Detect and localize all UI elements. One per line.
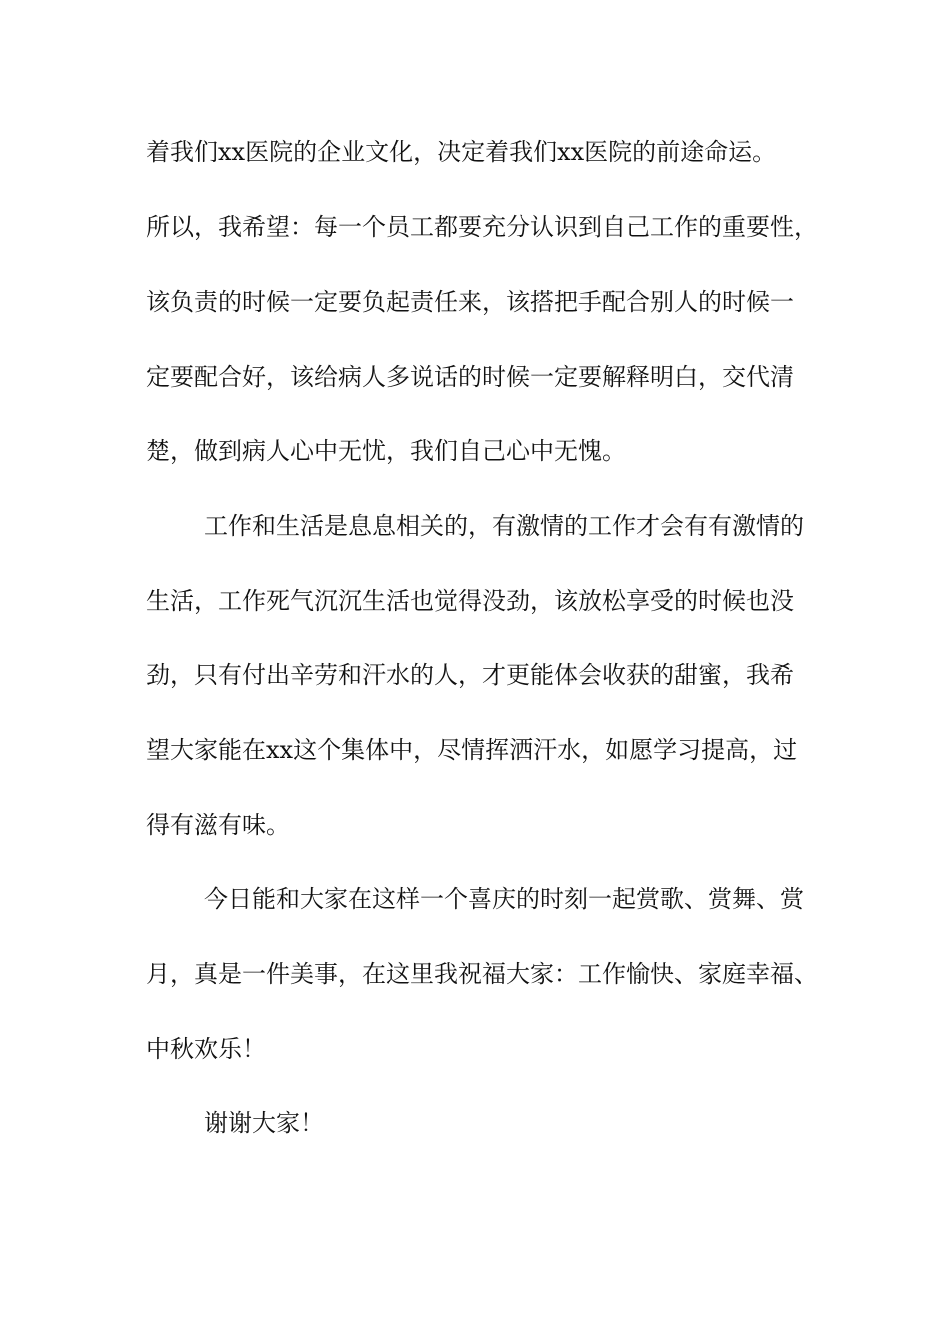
text-line: 中秋欢乐！ (146, 1035, 266, 1063)
text-line: 望大家能在xx这个集体中，尽情挥洒汗水，如愿学习提高，过 (146, 736, 798, 764)
paragraph-first-line: 工作和生活是息息相关的，有激情的工作才会有有激情的 (204, 512, 804, 540)
text-line: 月，真是一件美事，在这里我祝福大家：工作愉快、家庭幸福、 (146, 960, 818, 988)
paragraph-first-line: 今日能和大家在这样一个喜庆的时刻一起赏歌、赏舞、赏 (204, 885, 804, 913)
text-line: 得有滋有味。 (146, 811, 290, 839)
closing-line: 谢谢大家！ (204, 1109, 324, 1137)
text-line: 生活，工作死气沉沉生活也觉得没劲，该放松享受的时候也没 (146, 587, 794, 615)
text-line: 该负责的时候一定要负起责任来，该搭把手配合别人的时候一 (146, 288, 794, 316)
text-line: 着我们xx医院的企业文化，决定着我们xx医院的前途命运。 (146, 138, 777, 166)
text-line: 劲，只有付出辛劳和汗水的人，才更能体会收获的甜蜜，我希 (146, 661, 794, 689)
text-line: 楚，做到病人心中无忧，我们自己心中无愧。 (146, 437, 626, 465)
text-line: 定要配合好，该给病人多说话的时候一定要解释明白，交代清 (146, 363, 794, 391)
text-line: 所以，我希望：每一个员工都要充分认识到自己工作的重要性， (146, 213, 818, 241)
